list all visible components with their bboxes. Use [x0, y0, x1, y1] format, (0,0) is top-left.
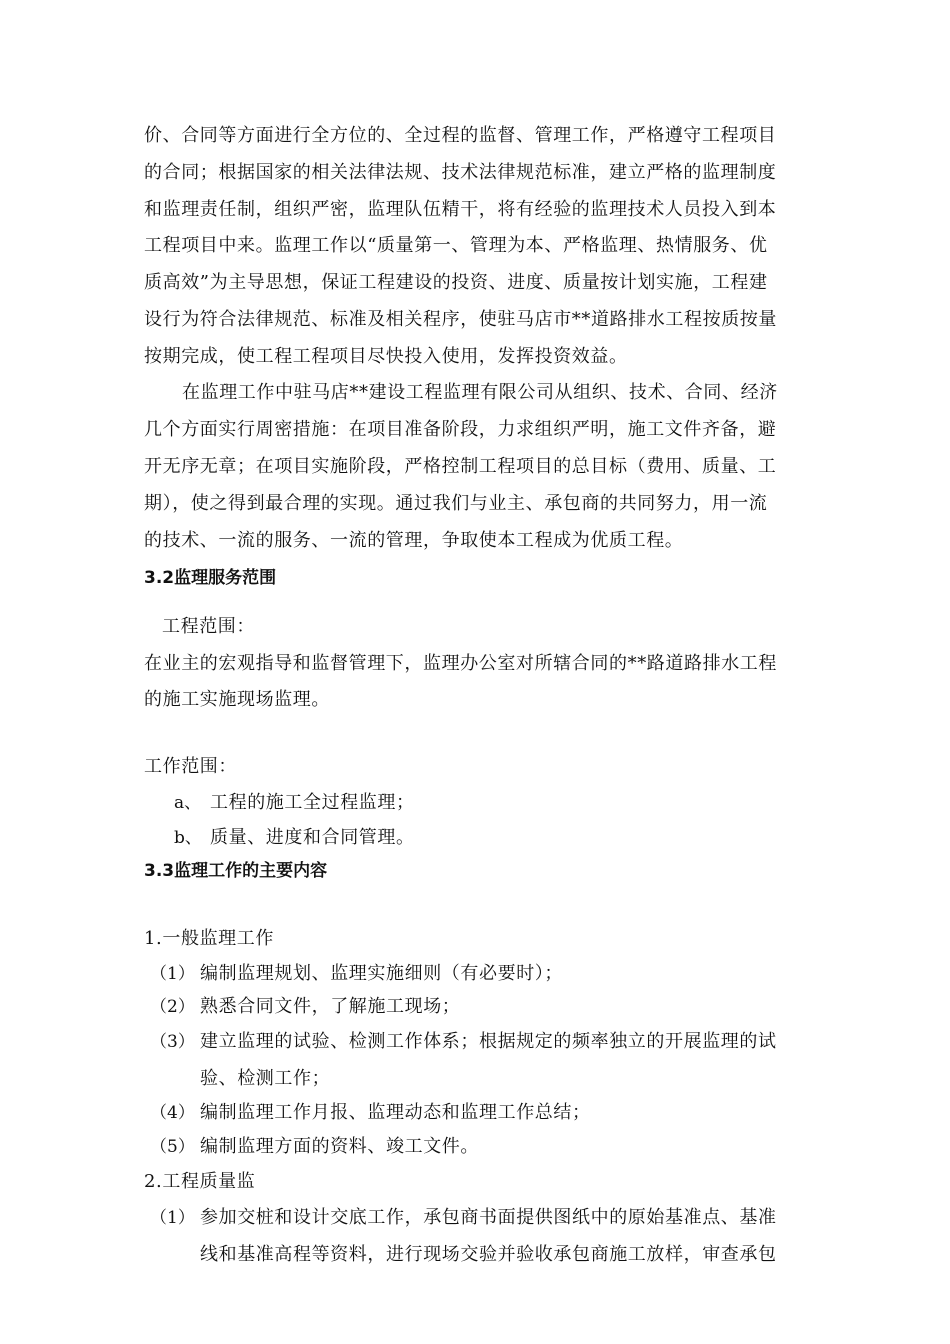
paragraph-line: 设行为符合法律规范、标准及相关程序，使驻马店市**道路排水工程按质按量 [144, 309, 777, 330]
paragraph-line: 按期完成，使工程工程项目尽快投入使用，发挥投资效益。 [144, 346, 628, 367]
list-item-text: 工程的施工全过程监理； [210, 792, 415, 813]
list-item-text: 编制监理规划、监理实施细则（有必要时）； [200, 963, 563, 984]
paragraph-line: 价、合同等方面进行全方位的、全过程的监督、管理工作，严格遵守工程项目 [144, 125, 777, 146]
subsection-title: 2.工程质量监 [144, 1171, 256, 1192]
list-item-text: 熟悉合同文件，了解施工现场； [200, 996, 461, 1017]
list-item-letter: b、 [174, 828, 202, 848]
paragraph-line: 质高效”为主导思想，保证工程建设的投资、进度、质量按计划实施，工程建 [144, 272, 768, 293]
list-item-number: （2） [150, 997, 195, 1017]
list-item-text: 编制监理方面的资料、竣工文件。 [200, 1136, 479, 1157]
list-item-letter: a、 [174, 793, 202, 813]
paragraph-line: 几个方面实行周密措施：在项目准备阶段，力求组织严明，施工文件齐备，避 [144, 419, 777, 440]
list-item-text: 线和基准高程等资料，进行现场交验并验收承包商施工放样，审查承包 [200, 1244, 777, 1265]
list-item-number: （1） [150, 964, 195, 984]
scope-label: 工程范围： [162, 616, 255, 637]
paragraph-line: 开无序无章；在项目实施阶段，严格控制工程项目的总目标（费用、质量、工 [144, 456, 777, 477]
paragraph-line: 的施工实施现场监理。 [144, 689, 330, 710]
list-item-text: 建立监理的试验、检测工作体系；根据规定的频率独立的开展监理的试 [200, 1031, 777, 1052]
paragraph-line: 的技术、一流的服务、一流的管理，争取使本工程成为优质工程。 [144, 530, 684, 551]
list-item-text: 参加交桩和设计交底工作，承包商书面提供图纸中的原始基准点、基准 [200, 1207, 777, 1228]
paragraph-line: 工程项目中来。监理工作以“质量第一、管理为本、严格监理、热情服务、优 [144, 235, 768, 256]
list-item-number: （4） [150, 1103, 195, 1123]
work-label: 工作范围： [144, 756, 237, 777]
paragraph-line: 的合同；根据国家的相关法律法规、技术法律规范标准，建立严格的监理制度 [144, 162, 777, 183]
paragraph-line: 和监理责任制，组织严密，监理队伍精干，将有经验的监理技术人员投入到本 [144, 199, 777, 220]
list-item-number: （1） [150, 1208, 195, 1228]
list-item-number: （5） [150, 1137, 195, 1157]
section-heading-3-3: 3.3监理工作的主要内容 [144, 861, 328, 881]
paragraph-line: 在业主的宏观指导和监督管理下，监理办公室对所辖合同的**路道路排水工程 [144, 653, 777, 674]
list-item-text: 编制监理工作月报、监理动态和监理工作总结； [200, 1102, 591, 1123]
list-item-text: 验、检测工作； [200, 1068, 331, 1089]
list-item-text: 质量、进度和合同管理。 [210, 827, 415, 848]
list-item-number: （3） [150, 1032, 195, 1052]
subsection-title: 1.一般监理工作 [144, 928, 274, 949]
section-heading-3-2: 3.2监理服务范围 [144, 568, 277, 588]
paragraph-line: 期），使之得到最合理的实现。通过我们与业主、承包商的共同努力，用一流 [144, 493, 768, 514]
paragraph-line: 在监理工作中驻马店**建设工程监理有限公司从组织、技术、合同、经济 [182, 382, 778, 403]
